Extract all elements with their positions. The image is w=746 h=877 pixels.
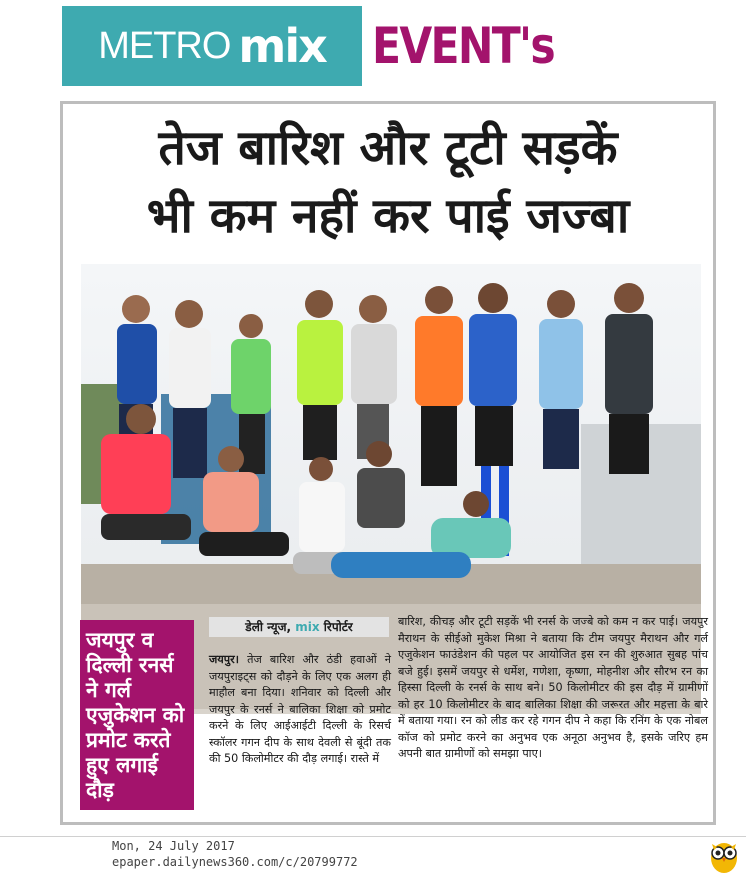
metro-mix-logo — [62, 6, 362, 86]
footer-divider — [0, 836, 746, 837]
article-headline — [63, 114, 713, 250]
dateline: जयपुर। — [209, 653, 239, 666]
byline-mix: mix — [295, 620, 320, 634]
article-column-2: बारिश, कीचड़ और टूटी सड़कें भी रनर्स के जज्बे को कम न कर पाई। जयपुर मैराथन के सीईओ मुकेश मिश्रा ने बताया कि टीम जयपुर मैराथन और गर्ल एजुकेशन फाउंडेशन की पहल पर आयोजित इस रन की शुरुआत सुबह पांच बजे हुई। इसमें जयपुर से धर्मेश, गणेशा, कृष्णा, मोहनीश और सौरभ रन का हिस्सा दिल्ली के रनर्स के साथ बने। 50 किलोमीटर की इस दौड़ में ग्रामीणों को हर 10 किलोमीटर के बाद बालिका शिक्षा की जरूरत और महत्ता के बारे में बताया गया। रन को लीड कर रहे गगन दीप ने कहा कि रनिंग के एक नोबल कॉज को प्रमोट करने का अनुभव एक अनूठा अनुभव है, इसके जरिए हम अपनी बात ग्रामीणों को समझा पाए। — [398, 615, 708, 760]
headline-line-1: तेज बारिश और टूटी सड़कें — [158, 120, 618, 176]
headline-line-2: भी कम नहीं कर पाई जज्बा — [146, 188, 630, 244]
column-1-text: तेज बारिश और ठंडी हवाओं ने जयपुराइट्स को दौड़ने के लिए एक अलग ही माहौल बना दिया। शनिवार को दिल्ली और जयपुर के रनर्स ने बालिका शिक्षा को प्रमोट करने के लिए आईआईटी दिल्ली के रिसर्च स्कॉलर गगन दीप के साथ देवली से बूंदी तक की 50 किलोमीटर की दौड़ लगाई। रास्ते में — [209, 653, 391, 765]
section-title: EVENT's — [372, 17, 554, 75]
byline — [209, 617, 389, 637]
brand-metro-text: METRO — [98, 24, 231, 67]
article-column-1 — [209, 652, 391, 768]
owl-logo-icon — [708, 838, 740, 874]
byline-suffix: रिपोर्टर — [319, 620, 353, 634]
brand-mix-text: mix — [238, 19, 326, 73]
byline-prefix: डेली न्यूज, — [245, 620, 296, 634]
footer-date: Mon, 24 July 2017 — [112, 839, 235, 853]
footer — [112, 838, 358, 870]
masthead — [62, 6, 746, 86]
footer-url[interactable]: epaper.dailynews360.com/c/20799772 — [112, 855, 358, 869]
teaser-box: जयपुर व दिल्ली रनर्स ने गर्ल एजुकेशन को प्रमोट करते हुए लगाई दौड़ — [80, 620, 194, 810]
